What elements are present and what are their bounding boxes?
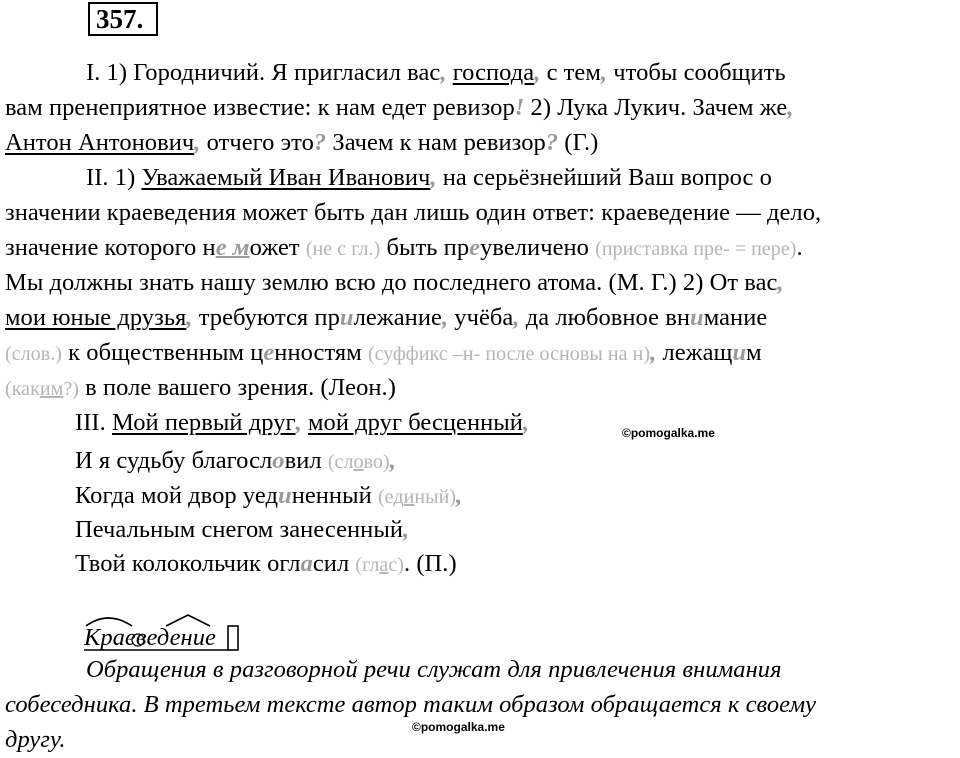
text-line	[75, 548, 457, 581]
comment: (ед	[377, 486, 404, 508]
text-line	[5, 267, 784, 299]
text: к общественным ц	[61, 339, 264, 366]
punct-mark: ,	[295, 409, 302, 436]
highlighted-letter: о	[272, 447, 285, 474]
punct-mark: ,	[430, 164, 437, 191]
text: отчего это	[200, 129, 314, 156]
answer-line: другу.	[5, 726, 66, 753]
text: мание	[703, 304, 768, 331]
text: 2) Лука Лукич. Зачем же	[524, 94, 788, 121]
text-line	[75, 514, 409, 546]
punct-mark: ,	[534, 59, 541, 86]
highlighted-letter: е	[263, 339, 275, 366]
exercise-number: 357.	[88, 2, 158, 36]
punct-mark: !	[514, 94, 525, 121]
text: Когда мой двор уед	[75, 482, 278, 509]
text: требуются пр	[192, 304, 340, 331]
text: лежание	[353, 304, 442, 331]
text: быть пр	[380, 234, 470, 261]
comment: (слов.)	[5, 343, 62, 365]
comment: (гл	[355, 554, 380, 576]
morpheme-word: Краеведение	[84, 624, 216, 651]
text: вил	[284, 447, 328, 474]
comment-underlined: о	[353, 451, 364, 473]
text-line	[75, 445, 396, 478]
punct-mark: ,	[441, 304, 449, 331]
comment-underlined: а	[379, 554, 389, 576]
text: .	[796, 234, 803, 261]
highlighted-letter: и	[278, 482, 292, 509]
text-line	[5, 127, 598, 159]
text-line	[5, 337, 762, 370]
text: ожет	[249, 234, 306, 261]
text: II. 1)	[86, 164, 142, 191]
punct-mark: ?	[545, 129, 559, 156]
text: . (П.)	[403, 550, 457, 577]
text: с тем	[540, 59, 601, 86]
punct-mark: ,	[194, 129, 201, 156]
text: И я судьбу благосл	[75, 447, 273, 474]
punct-mark: ,	[522, 409, 530, 436]
comment: ный)	[414, 486, 457, 508]
text: чтобы сообщить	[607, 59, 786, 86]
punct-mark: ,	[513, 304, 520, 331]
text-line	[5, 302, 767, 334]
underlined-word: Уважаемый Иван Иванович	[141, 164, 431, 191]
highlighted-letter: а	[300, 550, 313, 577]
text: лежащ	[656, 339, 733, 366]
comment: (сл	[327, 451, 354, 473]
highlighted-letter: и	[732, 339, 747, 366]
watermark: ©pomogalka.me	[622, 426, 715, 440]
text-line	[5, 197, 821, 229]
punct-mark: ,	[440, 59, 447, 86]
text: увеличено	[480, 234, 596, 261]
punct-mark: ,	[186, 304, 193, 331]
text: III.	[75, 409, 112, 436]
text: м	[746, 339, 762, 366]
comment: (не с гл.)	[305, 238, 381, 260]
text: сил	[312, 550, 356, 577]
text: Твой колокольчик огл	[75, 550, 301, 577]
text: нностям	[274, 339, 368, 366]
punct-mark: ?	[313, 129, 327, 156]
text: ненный	[291, 482, 378, 509]
answer-line: Обращения в разговорной речи служат для привлечения внимания	[86, 656, 782, 683]
punct-mark: ,	[650, 339, 657, 366]
comment: с)	[388, 554, 404, 576]
text: учёба	[448, 304, 514, 331]
text-line	[5, 92, 794, 124]
text-line	[75, 407, 529, 439]
highlighted-letter: и	[339, 304, 354, 331]
text: (Г.)	[558, 129, 599, 156]
watermark: ©pomogalka.me	[412, 720, 505, 734]
punct-mark: ,	[777, 269, 784, 296]
text-line	[86, 162, 772, 194]
punct-mark: ,	[403, 516, 410, 543]
underlined-word: господа	[452, 59, 535, 86]
comment: (как	[5, 378, 40, 400]
text: I. 1) Городничий. Я пригласил вас	[86, 59, 441, 86]
ending-box	[228, 626, 238, 650]
underlined-word: мой друг бесценный	[307, 409, 523, 436]
text: да любовное вн	[519, 304, 691, 331]
comment: (суффикс –н- после основы на н)	[367, 343, 651, 365]
punct-mark: ,	[389, 447, 396, 474]
text-line	[86, 57, 786, 89]
text-line	[5, 372, 396, 405]
comment: во)	[363, 451, 390, 473]
text: значении краеведения может быть дан лишь один ответ: краеведение — дело,	[5, 199, 822, 226]
comment: ?)	[63, 378, 79, 400]
text: Зачем к нам ревизор	[326, 129, 546, 156]
punct-mark: ,	[456, 482, 463, 509]
highlighted-letter: е м	[215, 234, 250, 261]
comment: (приставка пре- = пере)	[595, 238, 797, 260]
text-line	[75, 480, 462, 513]
text: в поле вашего зрения. (Леон.)	[78, 374, 396, 401]
answer-line: собеседника. В третьем тексте автор таким образом обращается к своему	[5, 691, 817, 718]
comment-underlined: им	[39, 378, 64, 400]
comment-underlined: и	[403, 486, 415, 508]
underlined-word: Антон Антонович	[5, 129, 195, 156]
text: Печальным снегом занесенный	[75, 516, 404, 543]
text: Мы должны знать нашу землю всю до последнего атома. (М. Г.) 2) От вас	[5, 269, 778, 296]
punct-mark: ,	[600, 59, 608, 86]
underlined-word: мои юные друзья	[5, 304, 187, 331]
underlined-word: Мой первый друг	[111, 409, 296, 436]
highlighted-letter: е	[469, 234, 481, 261]
text: на серьёзнейший Ваш вопрос о	[436, 164, 772, 191]
text: вам пренеприятное известие: к нам едет ревизор	[5, 94, 515, 121]
highlighted-letter: и	[690, 304, 704, 331]
punct-mark: ,	[787, 94, 794, 121]
text: значение которого н	[5, 234, 216, 261]
text-line	[5, 232, 803, 265]
